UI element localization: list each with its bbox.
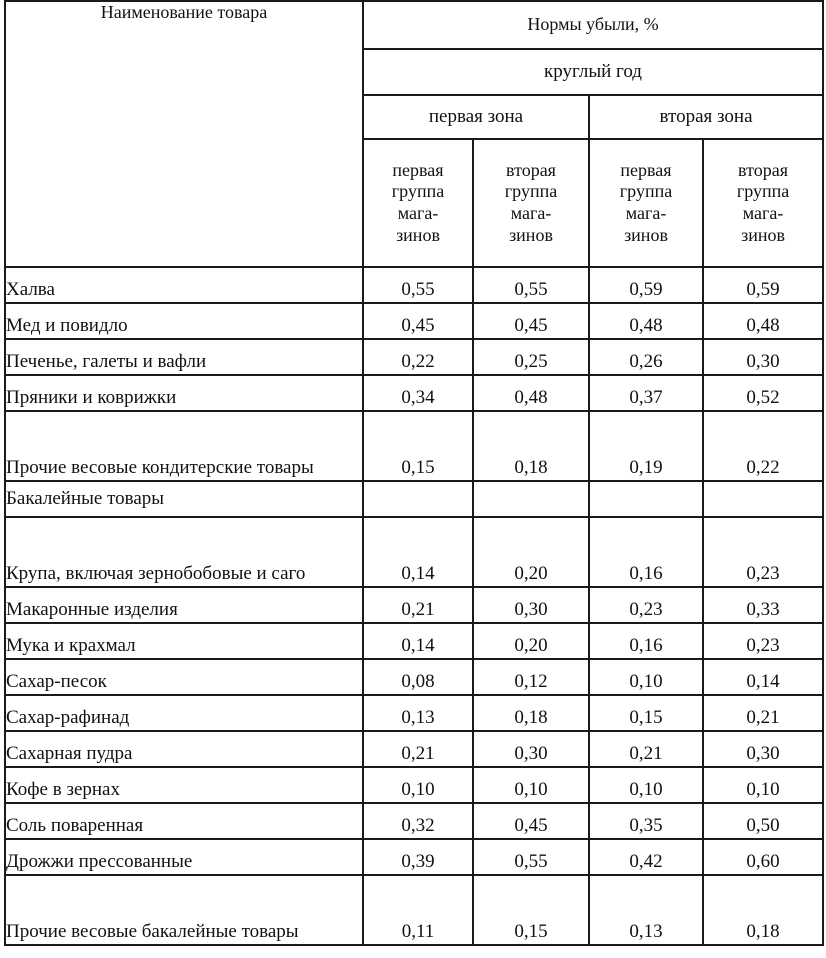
value-cell: 0,30 <box>473 587 589 623</box>
table-row <box>5 517 823 587</box>
table-row <box>5 839 823 875</box>
table-row <box>5 695 823 731</box>
group-header-line: группа <box>619 181 673 202</box>
table-row <box>5 803 823 839</box>
group-header-line: вторая <box>506 159 556 180</box>
group-header-line: зинов <box>396 224 440 245</box>
product-name-cell: Сахарная пудра <box>5 731 363 767</box>
group-header-line: первая <box>620 159 672 180</box>
group-header-line: мага- <box>510 203 552 223</box>
value-cell <box>473 481 589 517</box>
table-row <box>5 411 823 481</box>
value-cell: 0,48 <box>473 375 589 411</box>
value-cell: 0,55 <box>473 267 589 303</box>
table-row-category <box>5 481 823 517</box>
group-header-line: зинов <box>509 224 553 245</box>
value-cell: 0,18 <box>703 875 823 945</box>
group-header-line: вторая <box>738 159 788 180</box>
group-header-line: первая <box>392 159 444 180</box>
product-name-cell: Макаронные изделия <box>5 587 363 623</box>
value-cell: 0,30 <box>473 731 589 767</box>
value-cell: 0,59 <box>703 267 823 303</box>
value-cell: 0,37 <box>589 375 703 411</box>
value-cell: 0,48 <box>589 303 703 339</box>
value-cell: 0,59 <box>589 267 703 303</box>
value-cell: 0,10 <box>363 767 473 803</box>
product-name-cell: Печенье, галеты и вафли <box>5 339 363 375</box>
product-name-cell: Прочие весовые кондитерские товары <box>5 411 363 481</box>
value-cell: 0,22 <box>703 411 823 481</box>
value-cell: 0,32 <box>363 803 473 839</box>
group-header-zone2-group1 <box>589 139 703 267</box>
value-cell <box>703 481 823 517</box>
value-cell: 0,14 <box>363 517 473 587</box>
table-row <box>5 375 823 411</box>
value-cell: 0,60 <box>703 839 823 875</box>
group-header-line: группа <box>504 181 558 202</box>
table-row <box>5 339 823 375</box>
year-round-header: круглый год <box>363 49 823 95</box>
value-cell: 0,33 <box>703 587 823 623</box>
group-header-line: мага- <box>397 203 439 223</box>
group-header-line: мага- <box>742 203 784 223</box>
value-cell: 0,20 <box>473 517 589 587</box>
product-name-cell: Крупа, включая зернобобовые и саго <box>5 517 363 587</box>
value-cell: 0,13 <box>363 695 473 731</box>
group-header-line: зинов <box>741 224 785 245</box>
table-row <box>5 731 823 767</box>
product-name-cell: Мука и крахмал <box>5 623 363 659</box>
group-header-line: группа <box>391 181 445 202</box>
value-cell: 0,50 <box>703 803 823 839</box>
table-row <box>5 267 823 303</box>
value-cell: 0,21 <box>363 731 473 767</box>
value-cell: 0,22 <box>363 339 473 375</box>
value-cell: 0,12 <box>473 659 589 695</box>
product-name-column-header: Наименование товара <box>5 1 363 267</box>
value-cell: 0,21 <box>703 695 823 731</box>
zone-header-first: первая зона <box>363 95 589 139</box>
product-name-cell: Прочие весовые бакалейные товары <box>5 875 363 945</box>
value-cell: 0,16 <box>589 623 703 659</box>
group-header-line: группа <box>736 181 790 202</box>
category-name-cell: Бакалейные товары <box>5 481 363 517</box>
table-row <box>5 875 823 945</box>
table-body <box>5 267 823 945</box>
group-header-line: зинов <box>624 224 668 245</box>
value-cell: 0,42 <box>589 839 703 875</box>
value-cell: 0,55 <box>363 267 473 303</box>
table-row <box>5 587 823 623</box>
value-cell <box>589 481 703 517</box>
value-cell: 0,45 <box>363 303 473 339</box>
value-cell: 0,55 <box>473 839 589 875</box>
value-cell: 0,11 <box>363 875 473 945</box>
value-cell: 0,18 <box>473 411 589 481</box>
product-name-cell: Халва <box>5 267 363 303</box>
table-row <box>5 303 823 339</box>
value-cell: 0,14 <box>703 659 823 695</box>
value-cell: 0,21 <box>363 587 473 623</box>
value-cell: 0,48 <box>703 303 823 339</box>
value-cell: 0,08 <box>363 659 473 695</box>
group-header-zone1-group1 <box>363 139 473 267</box>
value-cell: 0,19 <box>589 411 703 481</box>
table-row <box>5 659 823 695</box>
value-cell: 0,21 <box>589 731 703 767</box>
group-header-zone1-group2 <box>473 139 589 267</box>
zone-header-second: вторая зона <box>589 95 823 139</box>
value-cell: 0,45 <box>473 803 589 839</box>
value-cell: 0,14 <box>363 623 473 659</box>
product-name-cell: Кофе в зернах <box>5 767 363 803</box>
value-cell: 0,52 <box>703 375 823 411</box>
value-cell: 0,16 <box>589 517 703 587</box>
loss-norms-table <box>4 0 824 946</box>
product-name-cell: Соль поваренная <box>5 803 363 839</box>
product-name-cell: Пряники и коврижки <box>5 375 363 411</box>
value-cell: 0,35 <box>589 803 703 839</box>
value-cell: 0,39 <box>363 839 473 875</box>
value-cell: 0,10 <box>473 767 589 803</box>
table-row <box>5 623 823 659</box>
value-cell: 0,10 <box>703 767 823 803</box>
value-cell: 0,10 <box>589 659 703 695</box>
value-cell <box>363 481 473 517</box>
product-name-cell: Дрожжи прессованные <box>5 839 363 875</box>
value-cell: 0,23 <box>703 623 823 659</box>
table-row <box>5 767 823 803</box>
value-cell: 0,45 <box>473 303 589 339</box>
value-cell: 0,26 <box>589 339 703 375</box>
value-cell: 0,13 <box>589 875 703 945</box>
table-header <box>5 1 823 267</box>
value-cell: 0,10 <box>589 767 703 803</box>
value-cell: 0,15 <box>473 875 589 945</box>
value-cell: 0,15 <box>589 695 703 731</box>
value-cell: 0,23 <box>703 517 823 587</box>
value-cell: 0,20 <box>473 623 589 659</box>
value-cell: 0,18 <box>473 695 589 731</box>
value-cell: 0,25 <box>473 339 589 375</box>
value-cell: 0,23 <box>589 587 703 623</box>
group-header-line: мага- <box>625 203 667 223</box>
product-name-cell: Сахар-песок <box>5 659 363 695</box>
group-header-zone2-group2 <box>703 139 823 267</box>
value-cell: 0,30 <box>703 339 823 375</box>
loss-norms-header: Нормы убыли, % <box>363 1 823 49</box>
value-cell: 0,15 <box>363 411 473 481</box>
value-cell: 0,30 <box>703 731 823 767</box>
product-name-cell: Мед и повидло <box>5 303 363 339</box>
product-name-cell: Сахар-рафинад <box>5 695 363 731</box>
value-cell: 0,34 <box>363 375 473 411</box>
